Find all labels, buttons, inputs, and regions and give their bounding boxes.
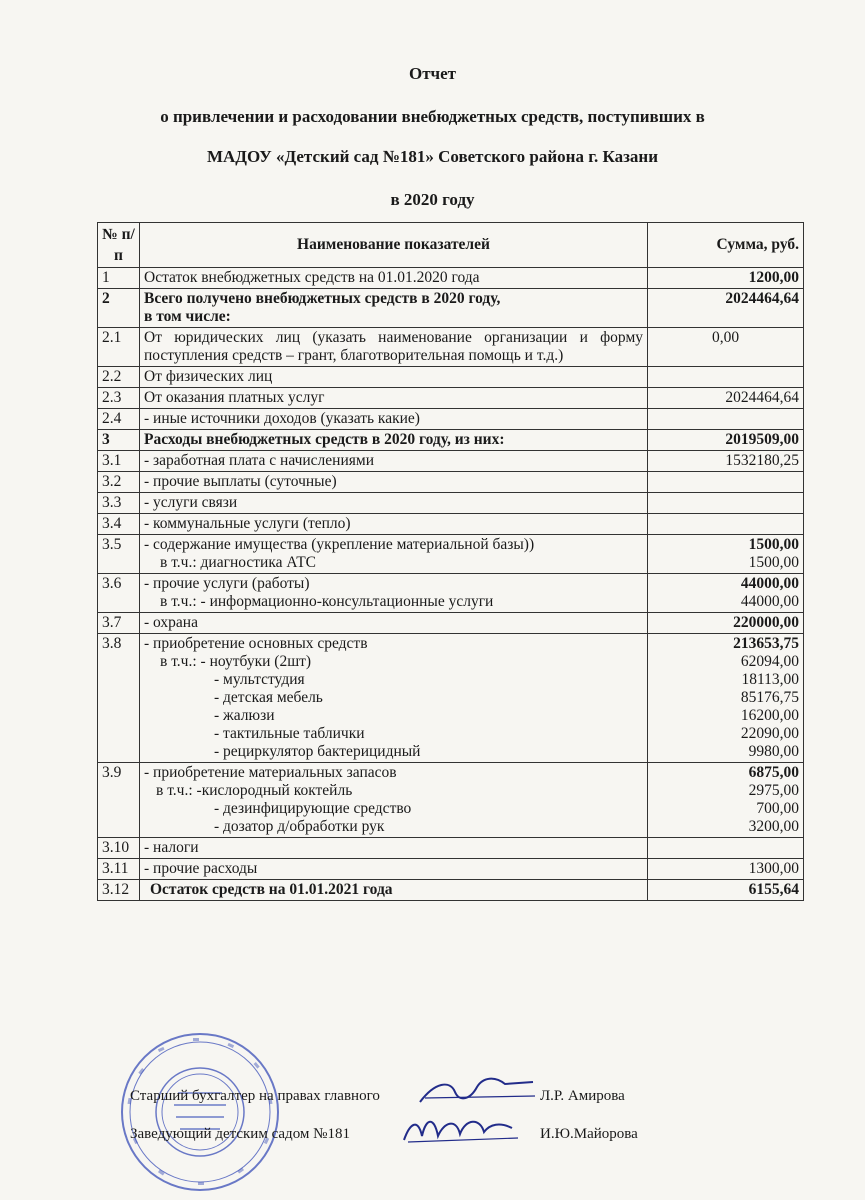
table-header-row [98,223,804,268]
row-sum [648,409,804,430]
row-subitem: - дезинфицирующие средство [214,800,412,817]
row-sum [648,493,804,514]
header-number: № п/п [98,223,140,268]
table-row [98,388,804,409]
table-row [98,574,804,613]
signature-row-head [130,1126,638,1143]
report-subtitle-line-2: МАДОУ «Детский сад №181» Советского района г. Казани [206,147,659,166]
row-sum: 2024464,64 [648,289,804,328]
table-row [98,859,804,880]
row-subitem: - мультстудия [214,671,305,688]
row-sum [648,574,804,613]
row-name: - прочие расходы [140,859,648,880]
header-indicator-name: Наименование показателей [140,223,648,268]
row-sum: 0,00 [648,328,804,367]
row-subsum: 700,00 [756,800,799,817]
row-subitem: - рециркулятор бактерицидный [214,743,421,760]
table-row [98,838,804,859]
row-sum [648,535,804,574]
table-row [98,268,804,289]
row-name-line: - содержание имущества (укрепление материальной базы)) [144,536,535,553]
head-signature-icon [400,1108,525,1148]
row-number: 2.1 [98,328,140,367]
row-name: - охрана [140,613,648,634]
row-name: - коммунальные услуги (тепло) [140,514,648,535]
row-name-line: - прочие услуги (работы) [144,575,310,592]
stamp-seal-icon [118,1030,283,1195]
table-row [98,763,804,838]
row-name [140,574,648,613]
report-subtitle-line-1: о привлечении и расходовании внебюджетных средств, поступивших в [160,107,705,126]
table-row [98,451,804,472]
row-name: - налоги [140,838,648,859]
row-name-subline: в т.ч.: -кислородный коктейль [156,782,353,799]
row-sum-sub: 44000,00 [740,593,799,610]
row-sum [648,514,804,535]
row-name: - иные источники доходов (указать какие) [140,409,648,430]
row-subitem: - детская мебель [214,689,323,706]
row-sum-total: 213653,75 [733,635,799,652]
row-sum: 2019509,00 [648,430,804,451]
table-row [98,472,804,493]
table-row [98,514,804,535]
report-title: Отчет [408,64,457,83]
report-subtitle-line-3: в 2020 году [390,190,475,209]
row-name: От юридических лиц (указать наименование организации и форму поступления средств – грант, благотворительная помощь и т.д.) [140,328,648,367]
table-row [98,409,804,430]
row-number: 3.4 [98,514,140,535]
table-row [98,613,804,634]
row-sum: 1200,00 [648,268,804,289]
accountant-name: Л.Р. Амирова [540,1088,625,1104]
row-name [140,634,648,763]
row-name [140,763,648,838]
row-number: 2.4 [98,409,140,430]
head-name: И.Ю.Майорова [540,1126,638,1142]
row-sum-sub: 62094,00 [740,653,799,670]
row-subsum: 22090,00 [740,725,799,742]
row-number: 3.10 [98,838,140,859]
table-row [98,535,804,574]
row-number: 3.12 [98,880,140,901]
row-sum-total: 6875,00 [748,764,799,781]
row-name-subline: в том числе: [144,308,231,325]
accountant-signature-icon [415,1072,540,1112]
row-number: 2 [98,289,140,328]
row-sum: 6155,64 [648,880,804,901]
row-number: 3.9 [98,763,140,838]
row-name-line: - приобретение основных средств [144,635,368,652]
row-sum: 2024464,64 [648,388,804,409]
row-name: Остаток средств на 01.01.2021 года [140,880,648,901]
header-sum: Сумма, руб. [648,223,804,268]
row-name: - заработная плата с начислениями [140,451,648,472]
row-sum [648,838,804,859]
row-name-subline: в т.ч.: - информационно-консультационные услуги [160,593,494,610]
row-sum [648,763,804,838]
row-subitem: - жалюзи [214,707,275,724]
row-sum-total: 44000,00 [740,575,799,592]
row-subsum: 18113,00 [741,671,799,688]
row-sum: 220000,00 [648,613,804,634]
row-subsum: 9980,00 [748,743,799,760]
row-number: 2.3 [98,388,140,409]
row-name-line: - приобретение материальных запасов [144,764,397,781]
table-row [98,493,804,514]
table-row [98,367,804,388]
table-row [98,634,804,763]
row-sum [648,634,804,763]
accountant-title: Старший бухгалтер на правах главного [130,1088,380,1104]
row-number: 3.8 [98,634,140,763]
row-number: 3.5 [98,535,140,574]
row-name: - услуги связи [140,493,648,514]
row-sum: 1532180,25 [648,451,804,472]
table-row [98,880,804,901]
row-number: 3 [98,430,140,451]
row-sum-total: 1500,00 [748,536,799,553]
row-subitem: - тактильные таблички [214,725,365,742]
row-number: 3.2 [98,472,140,493]
row-subsum: 85176,75 [740,689,799,706]
head-title: Заведующий детским садом №181 [130,1126,350,1142]
signature-row-accountant [130,1088,625,1105]
row-number: 3.6 [98,574,140,613]
row-subitem: - дозатор д/обработки рук [214,818,385,835]
row-sum-sub: 2975,00 [748,782,799,799]
row-sum [648,472,804,493]
table-row [98,328,804,367]
report-table [97,222,804,901]
row-number: 2.2 [98,367,140,388]
row-subsum: 16200,00 [740,707,799,724]
row-name: От физических лиц [140,367,648,388]
table-row [98,430,804,451]
row-sum [648,367,804,388]
row-name [140,535,648,574]
row-name: От оказания платных услуг [140,388,648,409]
row-name [140,289,648,328]
row-name-subline: в т.ч.: диагностика АТС [160,554,317,571]
row-number: 3.7 [98,613,140,634]
row-number: 1 [98,268,140,289]
row-number: 3.3 [98,493,140,514]
row-number: 3.1 [98,451,140,472]
row-name-subline: в т.ч.: - ноутбуки (2шт) [160,653,312,670]
row-name: Расходы внебюджетных средств в 2020 году, из них: [140,430,648,451]
table-row [98,289,804,328]
row-name-line: Всего получено внебюджетных средств в 2020 году, [144,290,501,307]
row-name: - прочие выплаты (суточные) [140,472,648,493]
row-sum-sub: 1500,00 [748,554,799,571]
row-number: 3.11 [98,859,140,880]
row-subsum: 3200,00 [748,818,799,835]
row-sum: 1300,00 [648,859,804,880]
row-name: Остаток внебюджетных средств на 01.01.2020 года [140,268,648,289]
